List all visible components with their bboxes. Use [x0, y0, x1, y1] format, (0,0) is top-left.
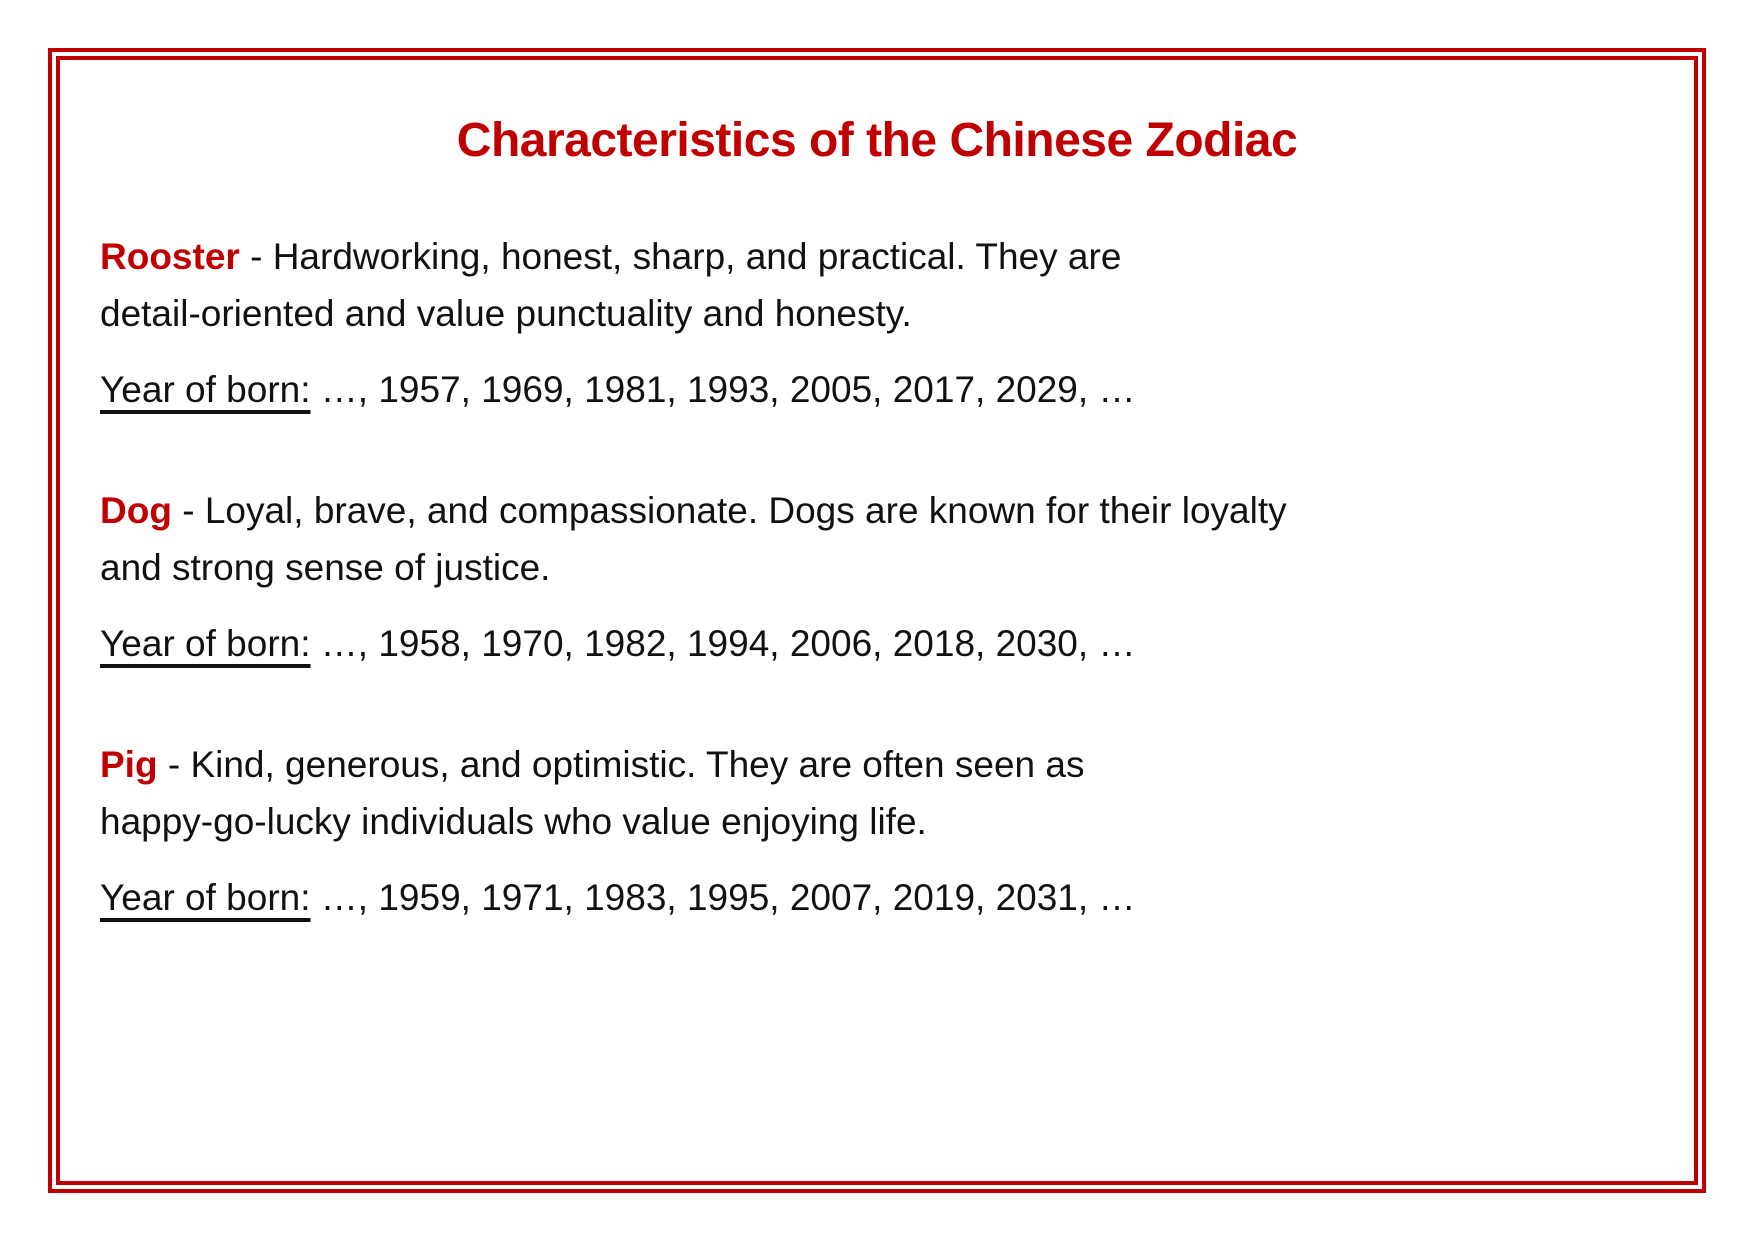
description-line-2: happy-go-lucky individuals who value enjoying life.: [100, 801, 927, 842]
document-content: [60, 60, 1694, 1181]
years-list: …, 1959, 1971, 1983, 1995, 2007, 2019, 2031, …: [320, 877, 1136, 918]
years-list: …, 1958, 1970, 1982, 1994, 2006, 2018, 2030, …: [320, 623, 1136, 664]
zodiac-section-rooster: [100, 228, 1654, 414]
description-line-2: and strong sense of justice.: [100, 547, 551, 588]
years-list: …, 1957, 1969, 1981, 1993, 2005, 2017, 2029, …: [320, 369, 1136, 410]
zodiac-section-pig: [100, 736, 1654, 922]
description-line-1: - Kind, generous, and optimistic. They are often seen as: [167, 744, 1085, 785]
animal-name: Dog: [100, 490, 172, 531]
description-line-1: - Loyal, brave, and compassionate. Dogs are known for their loyalty: [182, 490, 1287, 531]
animal-description: [100, 482, 1654, 596]
animal-description: [100, 228, 1654, 342]
description-line-1: - Hardworking, honest, sharp, and practical. They are: [250, 236, 1122, 277]
years-label: Year of born:: [100, 623, 311, 664]
animal-description: [100, 736, 1654, 850]
animal-name: Rooster: [100, 236, 240, 277]
animal-name: Pig: [100, 744, 158, 785]
years-of-birth: [100, 366, 1654, 414]
years-of-birth: [100, 620, 1654, 668]
years-label: Year of born:: [100, 877, 311, 918]
page-title: Characteristics of the Chinese Zodiac: [456, 114, 1298, 167]
years-label: Year of born:: [100, 369, 311, 410]
zodiac-section-dog: [100, 482, 1654, 668]
years-of-birth: [100, 874, 1654, 922]
description-line-2: detail-oriented and value punctuality and honesty.: [100, 293, 912, 334]
